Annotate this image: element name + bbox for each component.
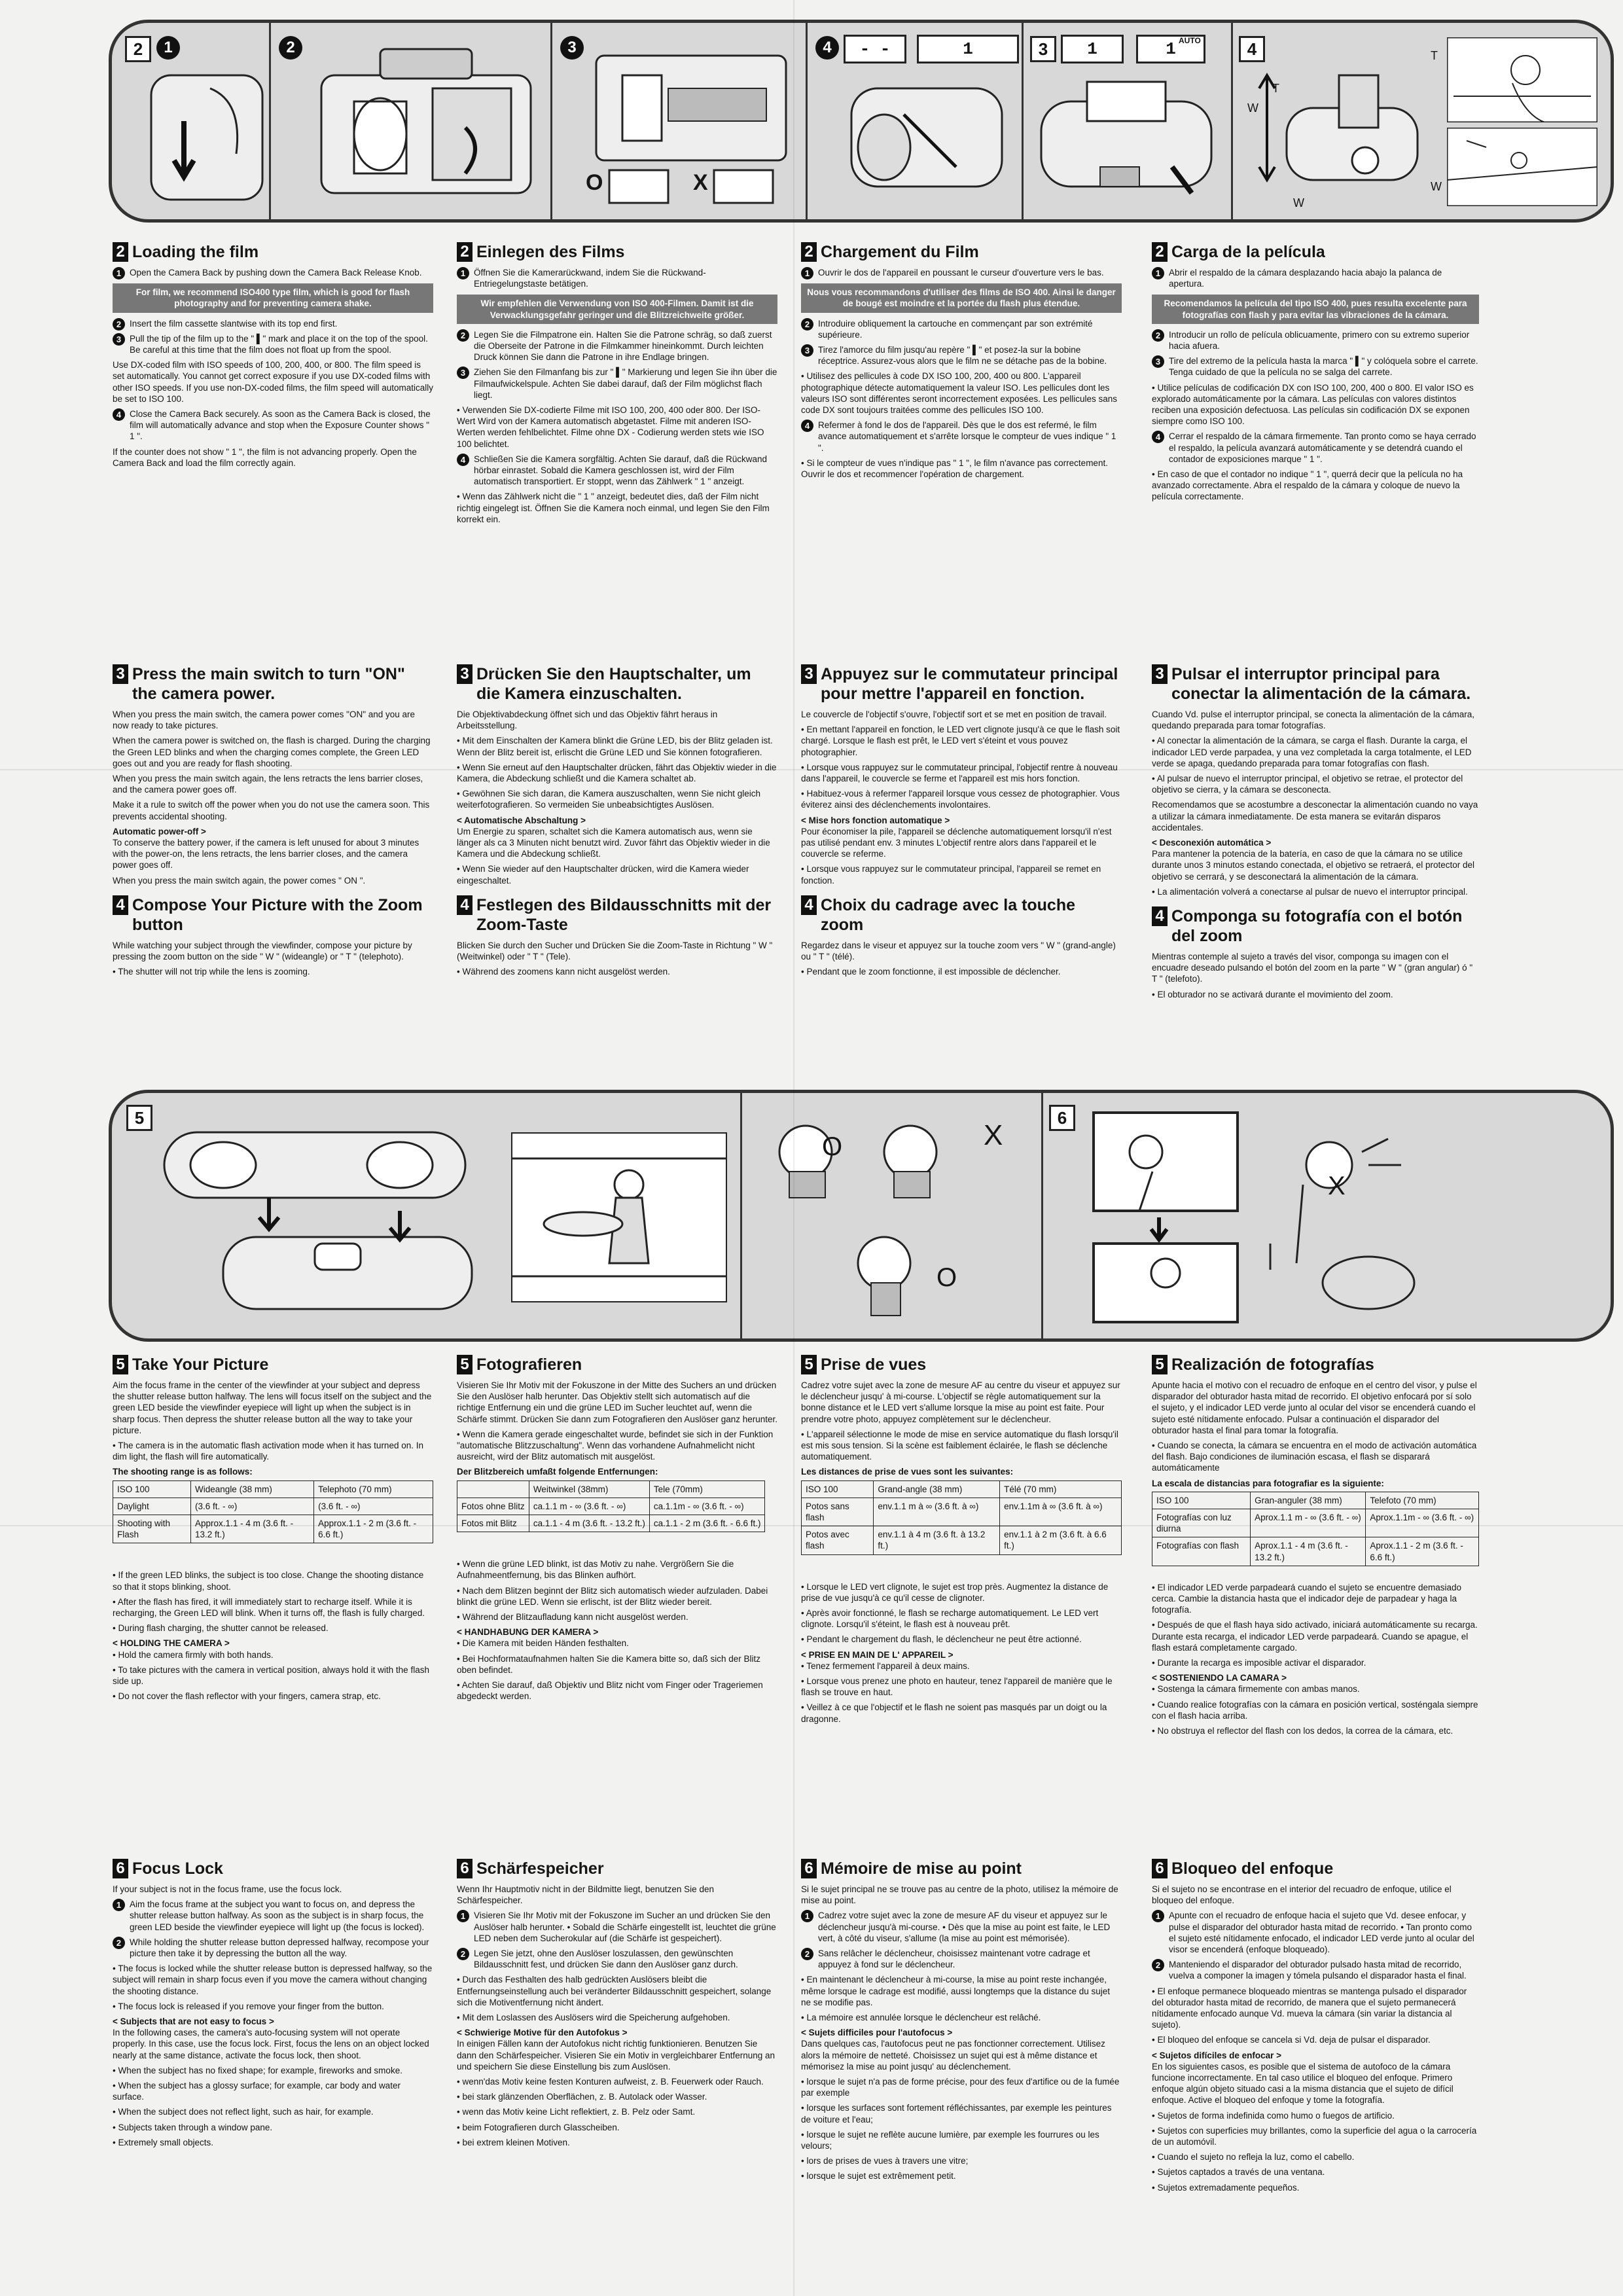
section-title: Take Your Picture (132, 1355, 269, 1374)
section-title: Choix du cadrage avec la touche zoom (821, 895, 1076, 934)
section-focus-lock-fr: 6 Mémoire de mise au point Si le sujet principal ne se trouve pas au centre de la photo, utilisez la mémoire de mise au point. 1 Cadrez votre sujet avec la zone de mesure AF du viseur et appuyez sur le déclencheur jusqu'à mi-course. • Dès que la mise au point est faite, le LED vert, à côté du viseur, s'allume (la mise au point est mémorisée). 2 Sans relâcher le déclencheur, choisissez maintenant votre cadrage et appuyez à fond sur le déclencheur. • En maintenant le déclencheur à mi-course, la mise au point reste inchangée, même lorsque le cadrage est modifié, aussi longtemps que la distance du sujet ne se modifie pas. • La mémoire est annulée lorsque le déclencheur est relâché. < Sujets difficiles pour l'autofocus > Dans quelques cas, l'autofocus peut ne pas fonctionner correctement. Utilisez alors la mémoire de netteté. Choisissez un sujet qui est à même distance et mémorisez la mise au point jusqu' au déclenchement. • lorsque le sujet n'a pas de forme précise, pour des feux d'artifice ou de la fumée par exemple • lorsque les surfaces sont fortement réfléchissantes, par exemple les peintures de voiture et l'eau; • lorsque le sujet ne reflète aucune lumière, par exemple les fourrures ou les velours; • lors de prises de vues à travers une vitre; • lorsque le sujet est extrêmement petit. (801, 1859, 1120, 2181)
counter-display: 1 (917, 35, 1019, 63)
section-title: Mémoire de mise au point (821, 1859, 1022, 1878)
section-main-switch-fr: 3 Appuyez sur le commutateur principal pour mettre l'appareil en fonction. Le couvercle de l'objectif s'ouvre, l'objectif sort et se met en position de travail. • En mettant l'appareil en fonction, le LED vert clignote jusqu'à ce que le flash soit chargé. Lorsque le flash est prêt, le LED vert s'éteint et vous pouvez photographier. • Lorsque vous rappuyez sur le commutateur principal, l'objectif rentre à nouveau dans l'appareil, le couvercle se ferme et l'appareil est mis hors fonction. • Habituez-vous à refermer l'appareil lorsque vous cessez de photographier. Vous éviterez ainsi des déclenchements involontaires. < Mise hors fonction automatique > Pour économiser la pile, l'appareil se déclenche automatiquement lorsqu'il n'est pas utilisé pendant env. 3 minutes L'objectif rentre alors dans l'appareil et le couvercle se referme. • Lorsque vous rappuyez sur le commutateur principal, l'appareil se remet en fonction. 4 Choix du cadrage avec la touche zoom Regardez dans le viseur et appuyez sur la touche zoom vers " W " (grand-angle) ou " T " (télé). • Pendant que le zoom fonctionne, il est impossible de déclencher. (801, 664, 1122, 981)
section-loading-film-es: 2 Carga de la película 1 Abrir el respaldo de la cámara desplazando hacia abajo la palanca de apertura. Recomendamos la película del tipo ISO 400, pues resulta excelente para fotografías con flash y para evitar las vibraciones de la cámara. 2 Introducir un rollo de película oblicuamente, primero con su extremo superior hacia afuera. 3 Tire del extremo de la película hasta la marca " ▌" y colóquela sobre el carrete. Tenga cuidado de que la película no se salga del carrete. • Utilice películas de codificación DX con ISO 100, 200, 400 o 800. El valor ISO es explorado automáticamente por la cámara. Las películas con valores distintos reciben una exposición defectuosa. Las películas sin codificación DX se exponen siempre como ISO 100. 4 Cerrar el respaldo de la cámara firmemente. Tan pronto como se haya cerrado el respaldo, la película avanzará automáticamente y se detendrá cuando el contador de exposiciones marque " 1 ". • En caso de que el contador no indique " 1 ", querrá decir que la película no ha avanzado correctamente. Abra el respaldo de la cámara y coloque de nuevo la película correctamente. (1152, 243, 1478, 502)
fold-line (0, 769, 1623, 770)
tele-label: T (1431, 49, 1438, 62)
correct-mark: O (936, 1263, 957, 1292)
section-title: Fotografieren (476, 1355, 582, 1374)
section-number: 6 (801, 1859, 817, 1878)
fold-line (0, 1525, 1623, 1526)
counter-display: 1 (1061, 35, 1124, 63)
step-badge: 6 (1049, 1105, 1075, 1131)
camera-closing-illustration (825, 69, 1022, 213)
incorrect-mark: X (984, 1119, 1003, 1151)
recommendation-note: Nous vous recommandons d'utiliser des films de ISO 400. Ainsi le danger de bougé est moindre et la portée du flash plus étendue. (801, 283, 1122, 312)
section-title: Loading the film (132, 243, 259, 261)
section-number: 6 (1152, 1859, 1168, 1878)
step-number: 1 (156, 36, 180, 60)
section-title: Componga su fotografía con el botón del zoom (1171, 907, 1463, 946)
step-badge: 4 (1239, 36, 1265, 62)
section-title: Drücken Sie den Hauptschalter, um die Kamera einzuschalten. (476, 665, 751, 703)
fold-line (793, 0, 794, 2296)
section-title: Bloqueo del enfoque (1171, 1859, 1334, 1878)
step-badge: 2 (125, 36, 151, 62)
section-title: Appuyez sur le commutateur principal pour mettre l'appareil en fonction. (821, 665, 1118, 703)
section-focus-lock-es: 6 Bloqueo del enfoque Si el sujeto no se encontrase en el interior del recuadro de enfoque, utilice el bloqueo del enfoque. 1 Apunte con el recuadro de enfoque hacia el sujeto que Vd. desee enfocar, y pulse el disparador del obturador hasta mitad de recorrido. • Tan pronto como el sujeto esté nítidamente enfocado, el indicador LED verde junto al ocular del visor se encenderá (enfoque bloqueado). 2 Manteniendo el disparador del obturador pulsado hasta mitad de recorrido, vuelva a componer la imagen y tómela pulsando el disparador hasta el final. • El enfoque permanece bloqueado mientras se mantenga pulsado el disparador del obturador hasta mitad de recorrido, de manera que el sujeto permanecerá nítidamente enfocado aunque Vd. mueva la cámara (sin variar la distancia al sujeto). • El bloqueo del enfoque se cancela si Vd. deja de pulsar el disparador. < Sujetos difíciles de enfocar > En los siguientes casos, es posible que el sistema de autofoco de la cámara funcione incorrectamente. En tal caso utilice el bloqueo del enfoque. Primero enfoque algún objeto situado casi a la misma distancia que el sujeto de difícil enfoque. Active el bloqueo del enfoque y tome la fotografía. • Sujetos de forma indefinida como humo o fuegos de artificio. • Sujetos con superficies muy brillantes, como la superficie del agua o la carrocería de un automóvil. • Cuando el sujeto no refleja la luz, como el cabello. • Sujetos captados a través de una ventana. • Sujetos extremadamente pequeños. (1152, 1859, 1477, 2193)
section-number: 5 (113, 1355, 128, 1374)
section-focus-lock-en: 6 Focus Lock If your subject is not in the focus frame, use the focus lock. 1 Aim the focus frame at the subject you want to focus on, and depress the shutter release button halfway. As soon as the subject is in sharp focus, the green LED beside the viewfinder eyepiece will light up (the focus is locked). 2 While holding the shutter release button depressed halfway, recompose your picture then take it by depressing the button all the way. • The focus is locked while the shutter release button is depressed halfway, so the subject will remain in sharp focus even if you move the camera without changing the shooting distance. • The focus lock is released if you remove your finger from the button. < Subjects that are not easy to focus > In the following cases, the camera's auto-focusing system will not operate properly. In this case, use the focus lock. First, focus the lens on an object locked nearly at the same distance, activate the focus lock, then shoot. • When the subject has no fixed shape; for example, fireworks and smoke. • When the subject has a glossy surface; for example, car body and water surface. • When the subject does not reflect light, such as hair, for example. • Subjects taken through a window pane. • Extremely small objects. (113, 1859, 433, 2147)
film-leader-illustration (583, 43, 799, 213)
shooting-range-table: Weitwinkel (38mm) Tele (70mm) Fotos ohne Blitz ca.1.1 m - ∞ (3.6 ft. - ∞) ca.1.1m - ∞ (3.6 ft. - ∞) Fotos mit Blitz ca.1.1 - 4 m (3.6 ft. - 13.2 ft.) ca.1.1 - 2 m (3.6 ft. - 6.6 ft.) (457, 1480, 765, 1533)
section-title: Schärfespeicher (476, 1859, 604, 1878)
section-main-switch-de: 3 Drücken Sie den Hauptschalter, um die Kamera einzuschalten. Die Objektivabdeckung öffnet sich und das Objektiv fährt heraus in Arbeitsstellung. • Mit dem Einschalten der Kamera blinkt die Grüne LED, bis der Blitz geladen ist. Wenn der Blitz bereit ist, erlischt die Grüne LED und Sie können fotografieren. • Wenn Sie erneut auf den Hauptschalter drücken, fährt das Objektiv wieder in die Kamera, die Abdeckung schließt und die Kamera schaltet ab. • Gewöhnen Sie sich daran, die Kamera auszuschalten, wenn Sie nicht gleich weiterfotografieren. So vermeiden Sie unbeabsichtigtes Auslösen. < Automatische Abschaltung > Um Energie zu sparen, schaltet sich die Kamera automatisch aus, wenn sie länger als ca 3 Minuten nicht benutzt wird. Zuvor fährt das Objektiv wieder in die Kamera und die Abdeckung schließt. • Wenn Sie wieder auf den Hauptschalter drücken, wird die Kamera wieder eingeschaltet. 4 Festlegen des Bildausschnitts mit der Zoom-Taste Blicken Sie durch den Sucher und Drücken Sie die Zoom-Taste in Richtung " W " (Weitwinkel) oder " T " (Tele). • Während des zoomens kann nicht ausgelöst werden. (457, 665, 777, 977)
counter-display: - - (844, 35, 906, 63)
section-title: Festlegen des Bildausschnitts mit der Zoom-Taste (476, 895, 772, 934)
section-number: 4 (1152, 906, 1168, 926)
section-number: 2 (1152, 242, 1168, 262)
section-number: 5 (1152, 1355, 1168, 1374)
recommendation-note: Recomendamos la película del tipo ISO 400, pues resulta excelente para fotografías con flash y para evitar las vibraciones de la cámara. (1152, 295, 1479, 323)
section-title: Focus Lock (132, 1859, 223, 1878)
holding-camera-illustration (760, 1100, 1022, 1329)
section-number: 2 (113, 242, 128, 262)
section-title: Compose Your Picture with the Zoom button (132, 895, 423, 934)
middle-illustration-panel (109, 1090, 1614, 1342)
shutter-halfway-illustration (151, 1113, 491, 1322)
section-title: Einlegen des Films (476, 243, 625, 261)
tele-view-illustration (1447, 37, 1597, 122)
section-number: 4 (113, 895, 128, 915)
auto-label: AUTO (1179, 36, 1201, 45)
section-focus-lock-de: 6 Schärfespeicher Wenn Ihr Hauptmotiv nicht in der Bildmitte liegt, benutzen Sie den Schärfespeicher. 1 Visieren Sie Ihr Motiv mit der Fokuszone im Sucher an und drücken Sie den Auslöser halb herunter. • Sobald die Schärfe eingestellt ist, leuchtet die grüne LED neben dem Sucherokular auf (die Schärfe ist gespeichert). 2 Legen Sie jetzt, ohne den Auslöser loszulassen, den gewünschten Bildausschnitt fest, und drücken Sie dann den Auslöser ganz durch. • Durch das Festhalten des halb gedrückten Auslösers bleibt die Entfernungseinstellung auch bei veränderter Bildausschnitt gespeichert, solange sich die Motiventfernung nicht ändert. • Mit dem Loslassen des Auslösers wird die Speicherung aufgehoben. < Schwierige Motive für den Autofokus > In einigen Fällen kann der Autofokus nicht richtig funktionieren. Benutzen Sie dann den Schärfespeicher. Visieren Sie ein Motiv in vergleichbarer Entfernung an und speichern Sie diese Einstellung bis zum Auslösen. • wenn'das Motiv keine festen Konturen aufweist, z. B. Feuerwerk oder Rauch. • bei stark glänzenden Oberflächen, z. B. Autolack oder Wasser. • wenn das Motiv keine Licht reflektiert, z. B. Pelz oder Samt. • beim Fotografieren durch Glasscheiben. • bei extrem kleinen Motiven. (457, 1859, 776, 2147)
camera-back-release-illustration (138, 62, 276, 213)
main-switch-illustration (1028, 69, 1224, 213)
section-number: 4 (457, 895, 473, 915)
section-loading-film-en: 2 Loading the film 1 Open the Camera Back by pushing down the Camera Back Release Knob. For film, we recommend ISO400 type film, which is good for flash photography and for preventing camera shake. 2 Insert the film cassette slantwise with its top end first. 3 Pull the tip of the film up to the " ▌" mark and place it on the top of the spool. Be careful at this time that the film does not float up from the spool. Use DX-coded film with ISO speeds of 100, 200, 400, or 800. The film speed is set automatically. You cannot get correct exposure if you use DX-coded films with other ISO speeds. If you use non-DX-coded films, the film speed will automatically be set to ISO 100. 4 Close the Camera Back securely. As soon as the Camera Back is closed, the film will automatically advance and stop when the Exposure Counter shows " 1 ". If the counter does not show " 1 ", the film is not advancing properly. Open the Camera Back and load the film correctly again. (113, 243, 433, 468)
section-number: 4 (801, 895, 817, 915)
section-number: 5 (801, 1355, 817, 1374)
step-number: 4 (815, 36, 839, 60)
recommendation-note: For film, we recommend ISO400 type film, which is good for flash photography and for preventing camera shake. (113, 283, 433, 312)
section-main-switch-en: 3 Press the main switch to turn "ON" the camera power. When you press the main switch, the camera power comes "ON" and you are now ready to take pictures. When the camera power is switched on, the flash is charged. During the charging the Green LED blinks and when the charging comes complete, the Green LED goes out and you are ready for flash shooting. When you press the main switch again, the lens retracts the lens barrier closes, and the camera power goes off. Make it a rule to switch off the power when you do not use the camera soon. This prevents accidental shooting. Automatic power-off > To conserve the battery power, if the camera is left unused for about 3 minutes with the power-on, the lens retracts, the lens barrier closes, and the camera power goes off. When you press the main switch again, the power comes " ON ". 4 Compose Your Picture with the Zoom button While watching your subject through the viewfinder, compose your picture by pressing the zoom button on the side " W " (wideangle) or " T " (telephoto). • The shutter will not trip while the lens is zooming. (113, 664, 433, 981)
wide-label: W (1431, 180, 1442, 193)
wide-label: W (1247, 101, 1258, 115)
section-take-picture-fr: 5 Prise de vues Cadrez votre sujet avec la zone de mesure AF au centre du viseur et appuyez sur le déclencheur jusqu' à mi-course. L'objectif se règle automatiquement sur la bonne distance et le LED vert s'allume lorsque la mise au point est faite. Pour prendre votre photo, appuyez complètement sur le déclencheur. • L'appareil sélectionne le mode de mise en service automatique du flash lorsqu'il est mis sous tension. Si la scène est faiblement éclairée, le flash se déclenche automatiquement. Les distances de prise de vues sont les suivantes: ISO 100 Grand-angle (38 mm) Télé (70 mm) Potos sans flash env.1.1 m à ∞ (3.6 ft. à ∞) env.1.1m à ∞ (3.6 ft. à ∞) Potos avec flash env.1.1 à 4 m (3.6 ft. à 13.2 ft.) env.1.1 à 2 m (3.6 ft. à 6.6 ft.) • Lorsque le LED vert clignote, le sujet est trop près. Augmentez la distance de prise de vue jusqu'à ce qu'il cesse de clignoter. • Après avoir fonctionné, le flash se recharge automatiquement. Le LED vert clignote. Lorsqu'il s'éteint, le flash est à nouveau prêt. • Pendant le chargement du flash, le déclencheur ne peut être actionné. < PRISE EN MAIN DE L' APPAREIL > • Tenez fermement l'appareil à deux mains. • Lorsque vous prenez une photo en hauteur, tenez l'appareil de manière que le flash se trouve en haut. • Veillez à ce que l'objectif et le flash ne soient pas masqués par un doigt ou la dragonne. (801, 1355, 1122, 1729)
section-loading-film-de: 2 Einlegen des Films 1 Öffnen Sie die Kamerarückwand, indem Sie die Rückwand-Entriegelungstaste betätigen. Wir empfehlen die Verwendung von ISO 400-Filmen. Damit ist die Verwacklungsgefahr geringer und die Blitzreichweite größer. 2 Legen Sie die Filmpatrone ein. Halten Sie die Patrone schräg, so daß zuerst die Oberseite der Patrone in die Filmkammer hineinkommt. Durch leichten Druck können Sie dann die Patrone in ihre Endlage bringen. 3 Ziehen Sie den Filmanfang bis zur " ▌" Markierung und legen Sie ihn über die Filmaufwickelspule. Achten Sie dabei darauf, daß der Film möglichst flach liegt. • Verwenden Sie DX-codierte Filme mit ISO 100, 200, 400 oder 800. Der ISO-Wert Wird von der Kamera automatisch abgetastet. Filme mit anderen ISO-Werten werden fehlbelichtet. Filme ohne DX - Codierung werden stets wie ISO 100 belichtet. 4 Schließen Sie die Kamera sorgfältig. Achten Sie darauf, daß die Rückwand hörbar einrastet. Sobald die Kamera geschlossen ist, wird der Film automatisch transportiert. Er stoppt, wenn das Zählwerk " 1 " anzeigt. • Wenn das Zählwerk nicht die " 1 " anzeigt, bedeutet dies, daß der Film nicht richtig eingelegt ist. Öffnen Sie die Kamera noch einmal, und legen Sie den Film korrekt ein. (457, 243, 777, 524)
shooting-range-table: ISO 100 Wideangle (38 mm) Telephoto (70 mm) Daylight (3.6 ft. - ∞) (3.6 ft. - ∞) Shooting with Flash Approx.1.1 - 4 m (3.6 ft. - 13.2 ft.) Approx.1.1 - 2 m (3.6 ft. - 6.6 ft.) (113, 1480, 433, 1544)
incorrect-mark: X (1328, 1172, 1346, 1200)
section-number: 3 (1152, 664, 1168, 684)
film-insert-illustration (308, 43, 544, 213)
incorrect-mark: X (693, 170, 708, 195)
top-illustration-panel (109, 20, 1614, 223)
focus-lock-illustration (1080, 1106, 1421, 1329)
wide-label: W (1293, 196, 1304, 209)
section-number: 2 (457, 242, 473, 262)
section-title: Carga de la película (1171, 243, 1325, 261)
section-title: Pulsar el interruptor principal para conectar la alimentación de la cámara. (1171, 665, 1471, 703)
recommendation-note: Wir empfehlen die Verwendung von ISO 400-Filmen. Damit ist die Verwacklungsgefahr geringer und die Blitzreichweite größer. (457, 295, 777, 323)
step-badge: 5 (126, 1105, 152, 1131)
section-take-picture-de: 5 Fotografieren Visieren Sie Ihr Motiv mit der Fokuszone in der Mitte des Suchers an und drücken Sie den Auslöser halb herunter. Das Objektiv stellt sich automatisch auf die richtige Entfernung ein und die grüne LED im Sucher leuchtet auf, wenn die Schärfe stimmt. Drücken Sie dann zum Fotografieren den Auslöser ganz herunter. • Wenn die Kamera gerade eingeschaltet wurde, befindet sie sich in der Funktion "automatische Blitzzuschaltung". Wenn das vorhandene Aufnahmelicht nicht ausreicht, wird der Blitz automatisch mit ausgelöst. Der Blitzbereich umfaßt folgende Entfernungen: Weitwinkel (38mm) Tele (70mm) Fotos ohne Blitz ca.1.1 m - ∞ (3.6 ft. - ∞) ca.1.1m - ∞ (3.6 ft. - ∞) Fotos mit Blitz ca.1.1 - 4 m (3.6 ft. - 13.2 ft.) ca.1.1 - 2 m (3.6 ft. - 6.6 ft.) • Wenn die grüne LED blinkt, ist das Motiv zu nahe. Vergrößern Sie die Aufnahmeentfernung, bis das Blinken aufhört. • Nach dem Blitzen beginnt der Blitz sich automatisch wieder aufzuladen. Dabei blinkt die grüne LED. Wenn sie erlischt, ist der Blitz wieder bereit. • Während der Blitzaufladung kann nicht ausgelöst werden. < HANDHABUNG DER KAMERA > • Die Kamera mit beiden Händen festhalten. • Bei Hochformataufnahmen halten Sie die Kamera bitte so, daß sich der Blitz oben befindet. • Achten Sie darauf, daß Objektiv und Blitz nicht vom Finger oder Trageriemen abgedeckt werden. (457, 1355, 778, 1702)
wide-view-illustration (1447, 128, 1597, 206)
section-loading-film-fr: 2 Chargement du Film 1 Ouvrir le dos de l'appareil en poussant le curseur d'ouverture vers le bas. Nous vous recommandons d'utiliser des films de ISO 400. Ainsi le danger de bougé est moindre et la portée du flash plus étendue. 2 Introduire obliquement la cartouche en commençant par son extrémité supérieure. 3 Tirez l'amorce du film jusqu'au repère " ▌" et posez-la sur la bobine réceptrice. Assurez-vous alors que le film ne se détache pas de la bobine. • Utilisez des pellicules à code DX ISO 100, 200, 400 ou 800. L'appareil photographique détecte automatiquement la valeur ISO. Les pellicules dont les valeurs ISO sont différentes seront incorrectement exposées. Les pellicules sans code DX sont toujours traitées comme des pellicules ISO 100. 4 Refermer à fond le dos de l'appareil. Dès que le dos est refermé, le film avance automatiquement et s'arrête lorsque le compteur de vues indique " 1 ". • Si le compteur de vues n'indique pas " 1 ", le film n'avance pas correctement. Ouvrir le dos et recommencer l'opération de chargement. (801, 242, 1122, 484)
section-number: 3 (113, 664, 128, 684)
section-number: 5 (457, 1355, 473, 1374)
section-number: 6 (113, 1859, 128, 1878)
correct-mark: O (586, 170, 603, 195)
step-badge: 3 (1030, 36, 1056, 62)
tele-label: T (1272, 82, 1279, 95)
section-title: Prise de vues (821, 1355, 927, 1374)
section-take-picture-es: 5 Realización de fotografías Apunte hacia el motivo con el recuadro de enfoque en el centro del visor, y pulse el disparador del obturador hasta mitad de recorrido. El objetivo enfocará por sí solo el sujeto, y el indicador LED verde junto al ocular del visor se encenderá cuando el sujeto esté nítidamente enfocado. Pulsar a continuación el disparador del obturador hasta el final para tomar la fotografía. • Cuando se conecta, la cámara se encuentra en el modo de activación automática del flash. Bajo condiciones de iluminación escasa, el flash se disparará automáticamente La escala de distancias para fotografiar es la siguiente: ISO 100 Gran-anguler (38 mm) Telefoto (70 mm) Fotografías con luz diurna Aprox.1.1 m - ∞ (3.6 ft. - ∞) Aprox.1.1m - ∞ (3.6 ft. - ∞) Fotografías con flash Aprox.1.1 - 4 m (3.6 ft. - 13.2 ft.) Aprox.1.1 - 2 m (3.6 ft. - 6.6 ft.) • El indicador LED verde parpadeará cuando el sujeto se encuentre demasiado cerca. Cambie la distancia hasta que el indicador deje de parpadear y haga la fotografía. • Después de que el flash haya sido activado, iniciará automáticamente su recarga. Durante esta recarga, el indicador LED verde parpadeará. Cuando se apague, el flash estará completamente cargado. • Durante la recarga es imposible activar el disparador. < SOSTENIENDO LA CAMARA > • Sostenga la cámara firmemente con ambas manos. • Cuando realice fotografías con la cámara en posición vertical, sosténgala siempre con el flash hacia arriba. • No obstruya el reflector del flash con los dedos, la correa de la cámara, etc. (1152, 1355, 1478, 1736)
section-number: 6 (457, 1859, 473, 1878)
section-title: Press the main switch to turn "ON" the camera power. (132, 665, 405, 703)
correct-mark: O (822, 1132, 843, 1161)
zoom-button-illustration (1241, 62, 1437, 213)
shooting-range-table: ISO 100 Grand-angle (38 mm) Télé (70 mm) Potos sans flash env.1.1 m à ∞ (3.6 ft. à ∞) env.1.1m à ∞ (3.6 ft. à ∞) Potos avec flash env.1.1 à 4 m (3.6 ft. à 13.2 ft.) env.1.1 à 2 m (3.6 ft. à 6.6 ft.) (801, 1480, 1122, 1555)
counter-display: 1 (1136, 35, 1205, 63)
step-number: 2 (279, 36, 302, 60)
section-number: 3 (801, 664, 817, 684)
section-number: 3 (457, 664, 473, 684)
section-main-switch-es: 3 Pulsar el interruptor principal para conectar la alimentación de la cámara. Cuando Vd. pulse el interruptor principal, se conecta la alimentación de la cámara, quedando preparada para tomar fotografías. • Al conectar la alimentación de la cámara, se carga el flash. Durante la carga, el indicador LED verde parpadea, y una vez completada la carga totalmente, el LED verde se apaga, quedando preparada para tomar fotografías con flash. • Al pulsar de nuevo el interruptor principal, el objetivo se retrae, el protector del objetivo se cierra, y la cámara se desconecta. Recomendamos que se acostumbre a desconectar la alimentación cuando no vaya a utilizar la cámara inmediatamente. De esta manera se evitarán disparos accidentales. < Desconexión automática > Para mantener la potencia de la batería, en caso de que la cámara no se utilice durante unos 3 minutos estando conectada, el objetivo se retraerá, el protector del objetivo se cerrará, y se desconectará la alimentación de la cámara. • La alimentación volverá a conectarse al pulsar de nuevo el interruptor principal. 4 Componga su fotografía con el botón del zoom Mientras contemple al sujeto a través del visor, componga su imagen con el encuadre deseado pulsando el botón del zoom en la parte " W " (gran angular) ó " T " (telefoto). • El obturador no se activará durante el movimiento del zoom. (1152, 665, 1478, 999)
shooting-range-table: ISO 100 Gran-anguler (38 mm) Telefoto (70 mm) Fotografías con luz diurna Aprox.1.1 m - ∞ (3.6 ft. - ∞) Aprox.1.1m - ∞ (3.6 ft. - ∞) Fotografías con flash Aprox.1.1 - 4 m (3.6 ft. - 13.2 ft.) Aprox.1.1 - 2 m (3.6 ft. - 6.6 ft.) (1152, 1492, 1479, 1566)
section-number: 2 (801, 242, 817, 262)
step-number: 3 (560, 36, 584, 60)
section-title: Realización de fotografías (1171, 1355, 1374, 1374)
viewfinder-scene-illustration (511, 1132, 727, 1302)
section-take-picture-en: 5 Take Your Picture Aim the focus frame in the center of the viewfinder at your subject and depress the shutter release button halfway. The lens will focus itself on the subject and the green LED beside the viewfinder eyepiece will light up when the subject is in sharp focus. Then depress the shutter release button all the way to take your picture. • The camera is in the automatic flash activation mode when it has turned on. In dim light, the flash will fire automatically. The shooting range is as follows: ISO 100 Wideangle (38 mm) Telephoto (70 mm) Daylight (3.6 ft. - ∞) (3.6 ft. - ∞) Shooting with Flash Approx.1.1 - 4 m (3.6 ft. - 13.2 ft.) Approx.1.1 - 2 m (3.6 ft. - 6.6 ft.) • If the green LED blinks, the subject is too close. Change the shooting distance so that it stops blinking, shoot. • After the flash has fired, it will immediately start to recharge itself. While it is recharging, the Green LED will blink. When it turns off, the flash is fully charged. • During flash charging, the shutter cannot be released. < HOLDING THE CAMERA > • Hold the camera firmly with both hands. • To take pictures with the camera in vertical position, always hold it with the flash side up. • Do not cover the flash reflector with your fingers, camera strap, etc. (113, 1355, 433, 1706)
section-title: Chargement du Film (821, 243, 979, 261)
